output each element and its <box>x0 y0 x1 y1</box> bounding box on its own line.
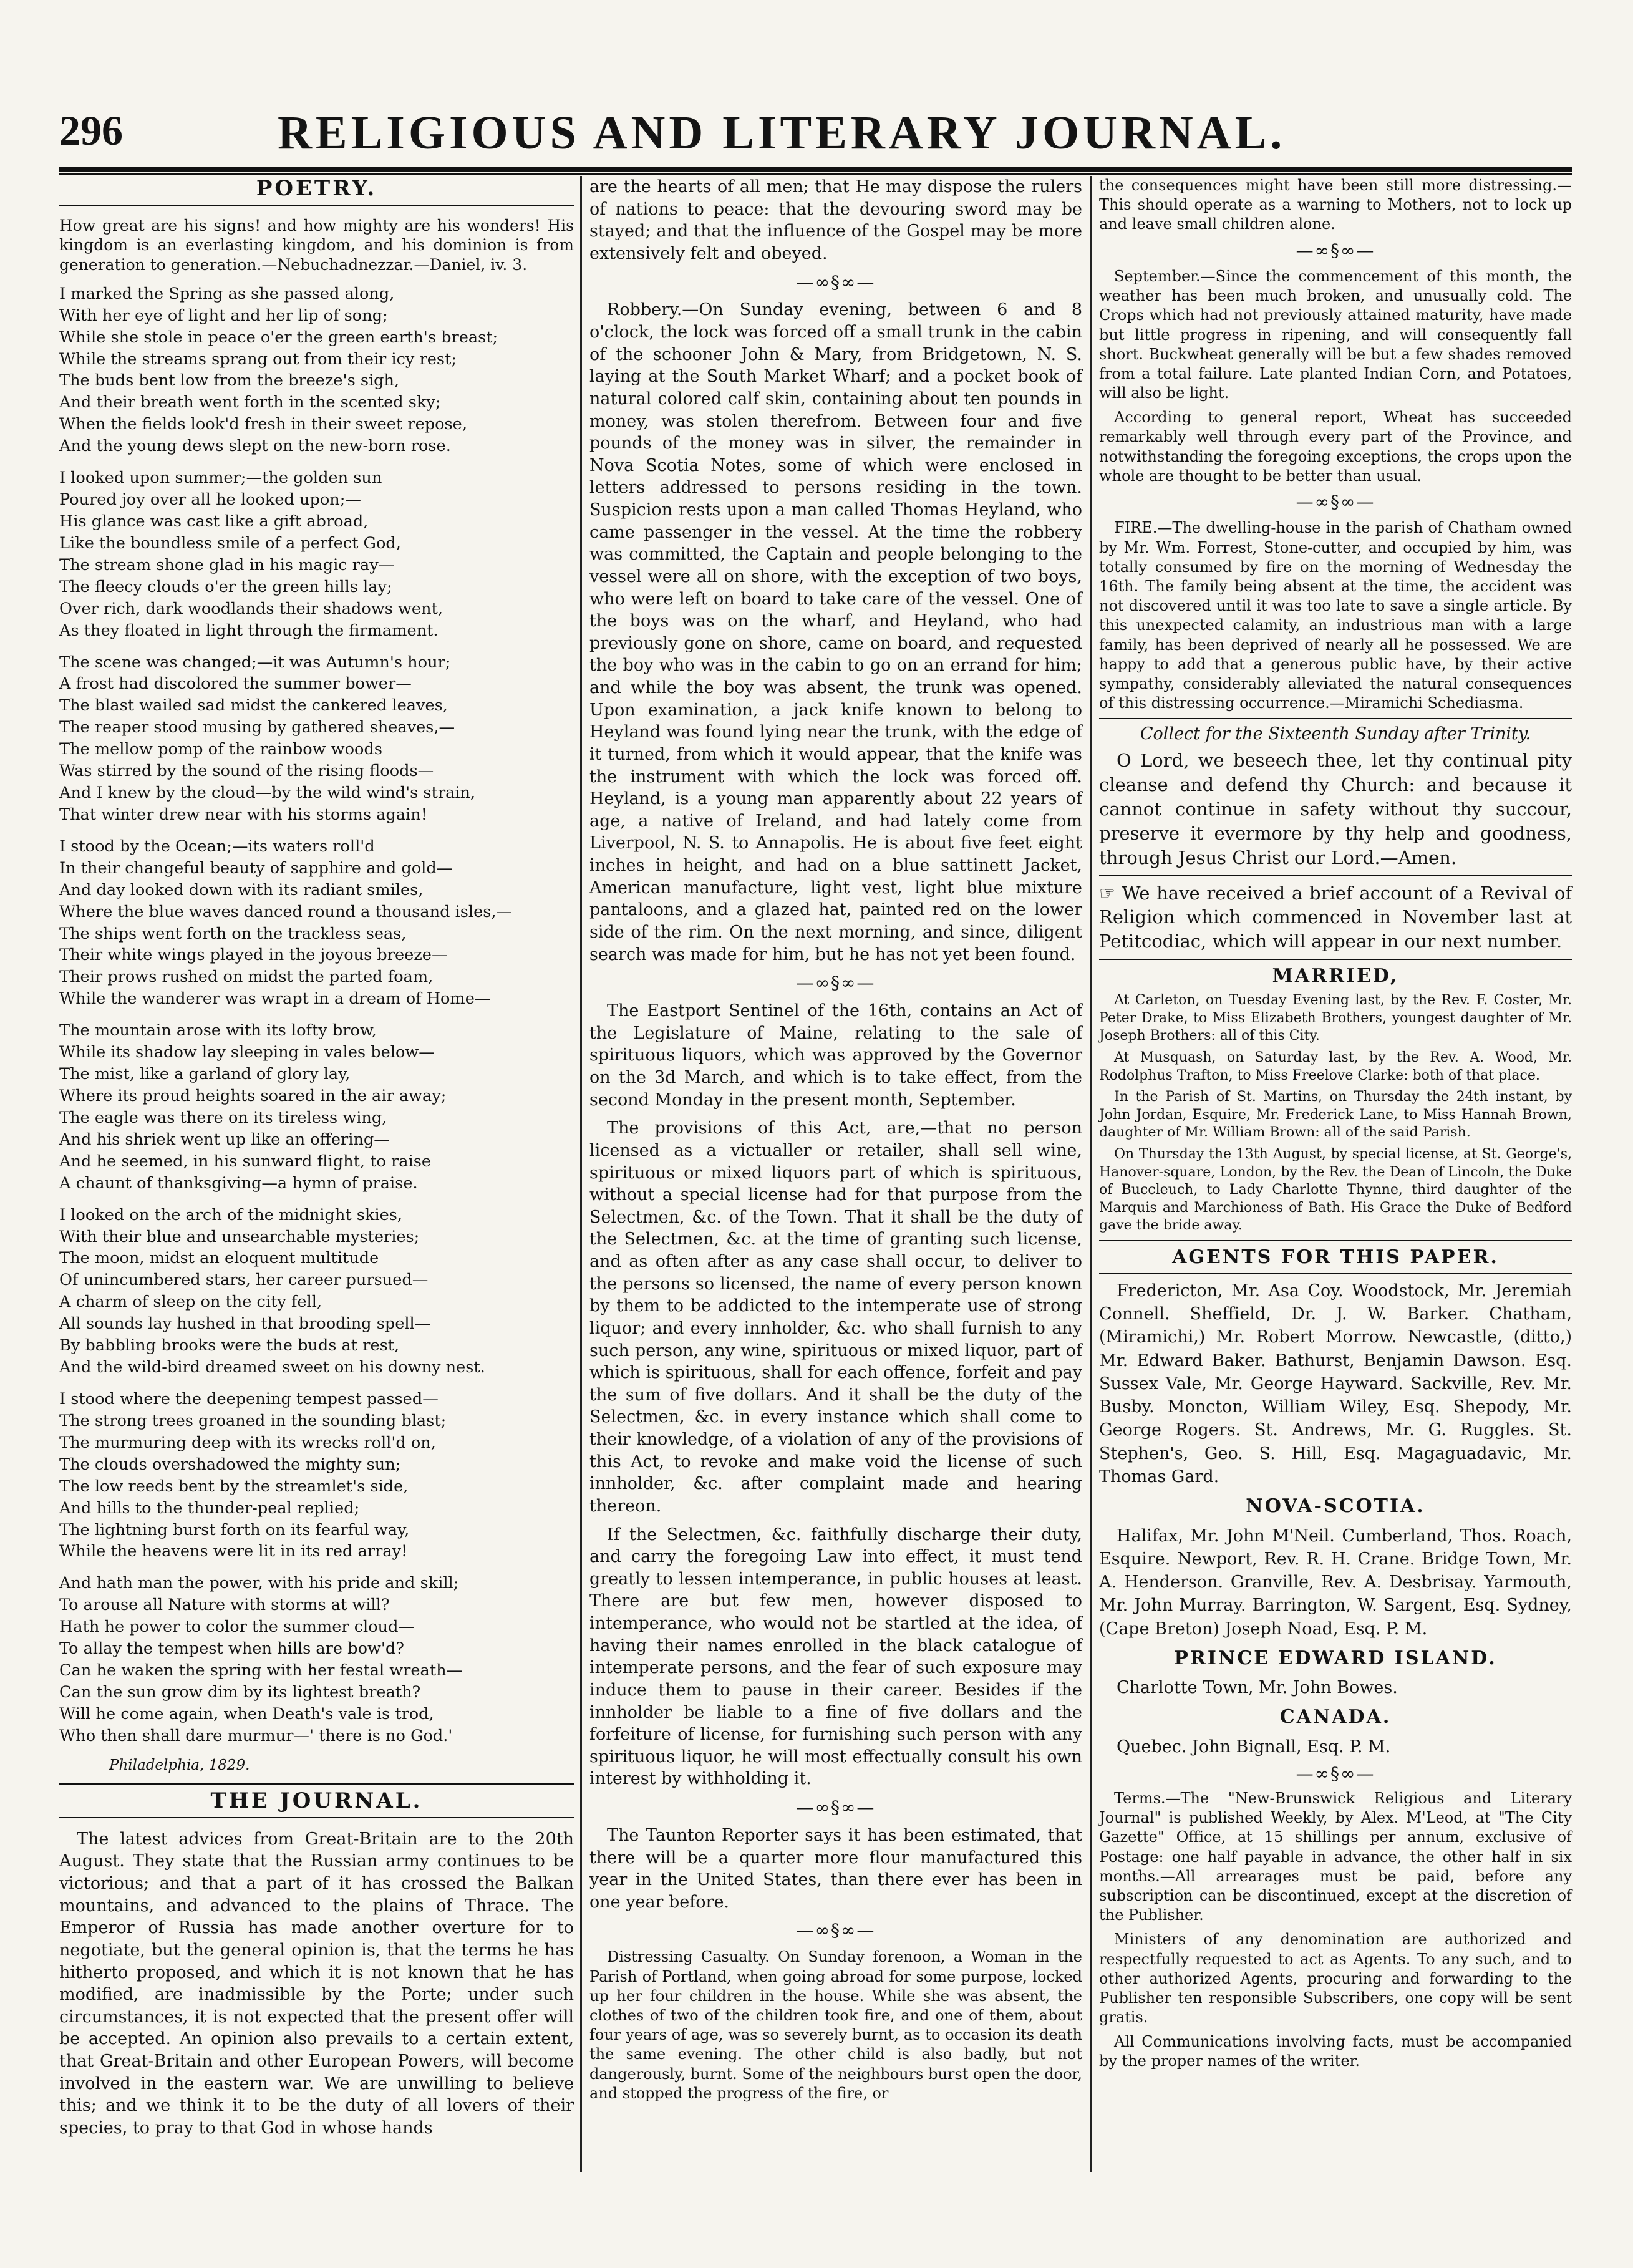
poem-stanza <box>59 283 574 457</box>
poem-line: The blast wailed sad midst the cankered leaves, <box>59 696 448 715</box>
poem-line: Where the blue waves danced round a thousand isles,— <box>59 902 513 921</box>
married-heading: MARRIED, <box>1272 965 1399 987</box>
poem-stanza <box>59 652 574 826</box>
poem-line: The eagle was there on its tireless wing, <box>59 1108 387 1127</box>
poem-line: Poured joy over all he looked upon;— <box>59 490 361 510</box>
continued-paragraph: the consequences might have been still more distressing.—This should operate as a warning to Mothers, not to lock up and leave small children alone. <box>1099 177 1572 233</box>
robbery-article: Robbery.—On Sunday evening, between 6 and 8 o'clock, the lock was forced off a small trunk in the cabin of the schooner John & Mary, from Bridgetown, N. S. laying at the South Market Wharf; and a pocket book of natural colored calf skin, containing about ten pounds in money, was stolen therefrom. Between four and five pounds of the money was in silver, the remainder in Nova Scotia Notes, some of which were enclosed in letters addressed to persons residing in the town. Suspicion rests upon a man called Thomas Heyland, who came passenger in the vessel. At the time the robbery was committed, the Captain and people belonging to the vessel were all on shore, with the exception of two boys, who were left on board to take care of the vessel. One of the boys was on the wharf, and Heyland, who had previously gone on shore, came on board, and requested the boy who was in the cabin to go on an errand for him; and while the boy was absent, the trunk was opened. Upon examination, a jack knife known to belong to Heyland was found lying near the trunk, with the edge of it turned, from which it would appear, that the knife was the instrument with which the lock was forced off. Heyland, is a young man apparently about 22 years of age, a native of Ireland, and had lately come from Liverpool, N. S. to Annapolis. He is about five feet eight inches in height, and had on a blue sattinett Jacket, American manufacture, light vest, light blue mixture pantaloons, and a glazed hat, painted red on the lower side of the rim. On the next morning, and since, diligent search was made for him, but he has not yet been found. <box>589 300 1082 964</box>
poem-line: While its shadow lay sleeping in vales below— <box>59 1043 435 1062</box>
poem-line: In their changeful beauty of sapphire and gold— <box>59 858 453 878</box>
poem-line: To arouse all Nature with storms at will? <box>59 1596 390 1615</box>
ornament-divider: —∞§∞— <box>1296 492 1375 513</box>
september-article: September.—Since the commencement of this month, the weather has been much broken, and unusually cold. The Crops which had not previously attained maturity, have made but little progress in ripening, and will consequently fall short. Buckwheat generally will be but a few shades removed from a total failure. Late planted Indian Corn, and Potatoes, will also be light. <box>1099 267 1572 402</box>
poem-line: And the wild-bird dreamed sweet on his downy nest. <box>59 1358 485 1377</box>
communications-notice: All Communications involving facts, must be accompanied by the proper names of the writer. <box>1099 2033 1572 2070</box>
poem-line: The mist, like a garland of glory lay, <box>59 1065 351 1084</box>
poem-line: Their white wings played in the joyous breeze— <box>59 946 448 965</box>
page-number: 296 <box>59 107 123 154</box>
ornament-divider: —∞§∞— <box>1296 240 1375 261</box>
collect-text: O Lord, we beseech thee, let thy continual pity cleanse and defend thy Church: and because it cannot continue in safety without thy succour, preserve it evermore by thy help and goodness, through Jesus Christ our Lord.—Amen. <box>1099 750 1572 868</box>
agents-list <box>1099 1279 1572 1758</box>
terms-notice: Terms.—The "New-Brunswick Religious and Literary Journal" is published Weekly, by Alex. M'Leod, at "The City Gazette" Office, at 15 shillings per annum, exclusive of Postage: one half payable in advance, the other half in six months.—All arrearages must be paid, before any subscription can be discontinued, except at the discretion of the Publisher. <box>1099 1790 1572 1924</box>
poem-line: That winter drew near with his storms again! <box>59 805 428 824</box>
poem-stanza <box>59 1388 574 1563</box>
ornament-divider: —∞§∞— <box>796 1920 876 1941</box>
eastport-article-p1: The Eastport Sentinel of the 16th, contains an Act of the Legislature of Maine, relating to the sale of spirituous liquors, which was approved by the Governor on the 3d March, and which is to take effect, from the second Monday in the present month, September. <box>589 1001 1082 1110</box>
poem-line: Like the boundless smile of a perfect God, <box>59 533 401 553</box>
poem-line: Where its proud heights soared in the air away; <box>59 1087 447 1106</box>
poetry-heading: POETRY. <box>59 176 574 206</box>
journal-text <box>59 1828 574 2140</box>
poem-signature: Philadelphia, 1829. <box>109 1757 250 1773</box>
poem-line: The mellow pomp of the rainbow woods <box>59 740 382 759</box>
married-notice: At Musquash, on Saturday last, by the Rev. A. Wood, Mr. Rodolphus Trafton, to Miss Freelove Clarke: both of that place. <box>1099 1049 1572 1083</box>
pei-heading: PRINCE EDWARD ISLAND. <box>1174 1647 1497 1669</box>
poem-line: All sounds lay hushed in that brooding spell— <box>59 1314 431 1334</box>
poem-line: And the young dews slept on the new-born rose. <box>59 437 451 456</box>
poem-line: The fleecy clouds o'er the green hills lay; <box>59 577 392 596</box>
poem-line: Who then shall dare murmur—' there is no God.' <box>59 1726 453 1745</box>
masthead-rule-thin <box>59 173 1572 175</box>
poem-line: I looked on the arch of the midnight skies, <box>59 1205 403 1224</box>
poem-line: A frost had discolored the summer bower— <box>59 674 412 694</box>
section-rule <box>1099 959 1572 960</box>
ornament-divider: —∞§∞— <box>796 271 876 293</box>
poem-line: And his shriek went up like an offering— <box>59 1130 390 1149</box>
section-rule <box>1099 1273 1572 1274</box>
poem-line: The clouds overshadowed the mighty sun; <box>59 1455 401 1474</box>
agents-new-brunswick: Fredericton, Mr. Asa Coy. Woodstock, Mr. Jeremiah Connell. Sheffield, Dr. J. W. Barker. Chatham, (Miramichi,) Mr. Robert Morrow. Newcastle, (ditto,) Mr. Edward Baker. Bathurst, Benjamin Dawson. Esq. Sussex Vale, Mr. George Hayward. Sackville, Rev. Mr. Busby. Moncton, William Wiley, Esq. Shepody, Mr. George Rogers. St. Andrews, Mr. G. Ruggles. St. Stephen's, Geo. S. Hill, Esq. Magaguadavic, Mr. Thomas Gard. <box>1099 1281 1572 1486</box>
poem-line: With her eye of light and her lip of song; <box>59 306 388 325</box>
ministers-notice: Ministers of any denomination are authorized and respectfully requested to act as Agents. To any such, and to other authorized Agents, procuring and forwarding to the Publisher ten responsible Subscribers, one copy will be sent gratis. <box>1099 1931 1572 2027</box>
journal-title: RELIGIOUS AND LITERARY JOURNAL. <box>278 107 1286 159</box>
poem-line: The strong trees groaned in the sounding blast; <box>59 1411 447 1430</box>
poem-stanza <box>59 1573 574 1747</box>
revival-notice: ☞ We have received a brief account of a Revival of Religion which commenced in November last at Petitcodiac, which will appear in our next number. <box>1099 882 1572 952</box>
poem-epigraph: How great are his signs! and how mighty are his wonders! His kingdom is an everlasting kingdom, and his dominion is from generation to generation.—Nebuchadnezzar.—Daniel, iv. 3. <box>59 216 574 274</box>
poem-stanza <box>59 467 574 641</box>
poem-line: A charm of sleep on the city fell, <box>59 1292 322 1312</box>
poem-line: Their prows rushed on midst the parted foam, <box>59 967 434 987</box>
section-rule <box>1099 1240 1572 1241</box>
agents-pei: Charlotte Town, Mr. John Bowes. <box>1117 1678 1398 1698</box>
column-divider-1 <box>580 176 582 2172</box>
poem-line: I stood where the deepening tempest passed— <box>59 1390 439 1408</box>
canada-heading: CANADA. <box>1279 1706 1392 1728</box>
poem-stanza <box>59 836 574 1010</box>
poem-line: Can he waken the spring with her festal wreath— <box>59 1661 463 1680</box>
poem-line: While she stole in peace o'er the green earth's breast; <box>59 327 498 347</box>
poem-line: The scene was changed;—it was Autumn's hour; <box>59 652 451 672</box>
agents-canada: Quebec. John Bignall, Esq. P. M. <box>1117 1737 1391 1757</box>
poem-line: And I knew by the cloud—by the wild wind's strain, <box>59 783 476 803</box>
taunton-article: The Taunton Reporter says it has been estimated, that there will be a quarter more flour manufactured this year in the United States, than there ever has been in one year before. <box>589 1825 1082 1912</box>
poem-line: The ships went forth on the trackless seas, <box>59 924 407 943</box>
journal-heading: THE JOURNAL. <box>59 1783 574 1818</box>
nova-scotia-heading: NOVA-SCOTIA. <box>1246 1495 1425 1518</box>
section-rule <box>1099 875 1572 876</box>
column-3 <box>1099 176 1572 2077</box>
poem-stanza <box>59 1020 574 1194</box>
ornament-divider: —∞§∞— <box>1296 1763 1375 1785</box>
poem-line: I looked upon summer;—the golden sun <box>59 468 382 488</box>
poem-line: And hills to the thunder-peal replied; <box>59 1498 360 1518</box>
poem-line: To allay the tempest when hills are bow'd? <box>59 1639 405 1659</box>
poem-line: The moon, midst an eloquent multitude <box>59 1249 379 1268</box>
poem-line: When the fields look'd fresh in their sweet repose, <box>59 415 467 434</box>
column-1 <box>59 176 574 2146</box>
poem-line: And their breath went forth in the scented sky; <box>59 393 441 412</box>
poem-line: I marked the Spring as she passed along, <box>59 284 395 303</box>
poem-line: The buds bent low from the breeze's sigh, <box>59 371 400 390</box>
poem-line: The mountain arose with its lofty brow, <box>59 1021 377 1040</box>
married-notice: On Thursday the 13th August, by special license, at St. George's, Hanover-square, London, by the Rev. the Dean of Lincoln, the Duke of Buccleuch, to Lady Charlotte Thynne, third daughter of the Marquis and Marchioness of Bath. His Grace the Duke of Bedford gave the bride away. <box>1099 1146 1572 1234</box>
married-notices <box>1099 992 1572 1235</box>
poem-line: The lightning burst forth on its fearful way, <box>59 1520 410 1539</box>
collect-title: Collect for the Sixteenth Sunday after Trinity. <box>1140 724 1531 744</box>
poem-line: While the streams sprang out from their icy rest; <box>59 349 457 369</box>
married-notice: In the Parish of St. Martins, on Thursday the 24th instant, by John Jordan, Esquire, Mr. Frederick Lane, to Miss Hannah Brown, daughter of Mr. William Brown: all of the said Parish. <box>1099 1089 1572 1141</box>
poem-line: And day looked down with its radiant smiles, <box>59 880 424 899</box>
column-2 <box>589 176 1082 2110</box>
poem-line: And he seemed, in his sunward flight, to raise <box>59 1151 431 1171</box>
agents-nova-scotia: Halifax, Mr. John M'Neil. Cumberland, Thos. Roach, Esquire. Newport, Rev. R. H. Crane. Bridge Town, Mr. A. Henderson. Granville, Rev. A. Desbrisay. Yarmouth, Mr. John Murray. Barrington, W. Sargent, Esq. Sydney, (Cape Breton) Joseph Noad, Esq. P. M. <box>1099 1526 1572 1639</box>
poem-line: Hath he power to color the summer cloud— <box>59 1617 415 1637</box>
poem-body <box>59 283 574 1747</box>
poem-stanza <box>59 1204 574 1379</box>
eastport-article-p2: The provisions of this Act, are,—that no person licensed as a victualler or retailer, shall sell wine, spirituous or mixed liquors part of which is spirituous, without a special license had for that purpose from the Selectmen, &c. of the Town. That it shall be the duty of the Selectmen, &c. at the time of granting such license, and as often after as any case shall occur, to deliver to the persons so licensed, the name of every person known by them to be addicted to the intemperate use of strong liquor; and every innholder, &c. who shall furnish to any such person, any wine, spirituous or mixed liquor, part of which is spirituous, shall for each offence, forfeit and pay the sum of five dollars. And it shall be the duty of the Selectmen, &c. in every instance which shall come to their knowledge, of a violation of any of the provisions of this Act, to revoke and make void the license of such innholder, &c. after complaint made and hearing thereon. <box>589 1118 1082 1516</box>
poem-line: As they floated in light through the firmament. <box>59 621 439 640</box>
masthead <box>59 106 1572 168</box>
poem-line: Can the sun grow dim by its lightest breath? <box>59 1682 421 1702</box>
married-notice: At Carleton, on Tuesday Evening last, by the Rev. F. Coster, Mr. Peter Drake, to Miss Elizabeth Brothers, youngest daughter of Mr. Joseph Brothers: all of this City. <box>1099 992 1572 1044</box>
poem-line: Of unincumbered stars, her career pursued— <box>59 1271 429 1290</box>
poem-line: His glance was cast like a gift abroad, <box>59 511 369 531</box>
continued-paragraph: are the hearts of all men; that He may dispose the rulers of nations to peace: that the devouring sword may be stayed; and that the influence of the Gospel may be more extensively felt and obeyed. <box>589 177 1082 263</box>
wheat-article: According to general report, Wheat has succeeded remarkably well through every part of the Province, and notwithstanding the foregoing exceptions, the crops upon the whole are thought to be better than usual. <box>1099 409 1572 485</box>
poem-line: I stood by the Ocean;—its waters roll'd <box>59 836 375 856</box>
casualty-article: Distressing Casualty. On Sunday forenoon, a Woman in the Parish of Portland, when going abroad for some purpose, locked up her four children in the house. While she was absent, the clothes of two of the children took fire, and one of them, about four years of age, was so severely burnt, as to occasion its death the same evening. The other child is also badly, but not dangerously, burnt. Some of the neighbours burst open the door, and stopped the progress of the fire, or <box>589 1948 1082 2102</box>
ornament-divider: —∞§∞— <box>796 1797 876 1818</box>
poem-line: And hath man the power, with his pride and skill; <box>59 1574 459 1593</box>
poem-line: Will he come again, when Death's vale is trod, <box>59 1704 434 1723</box>
poem-line: The reaper stood musing by gathered sheaves,— <box>59 718 455 737</box>
poem-line: Was stirred by the sound of the rising floods— <box>59 762 434 781</box>
journal-paragraph: The latest advices from Great-Britain are to the 20th August. They state that the Russian army continues to be victorious; and that a part of it has crossed the Balkan mountains, and advanced to the plains of Thrace. The Emperor of Russia has made another overture for to negotiate, but the general opinion is, that the terms he has hitherto proposed, and which it is not known that he has modified, are inadmissible by the Porte; under such circumstances, it is not expected that the present offer will be accepted. An opinion also prevails to a certain extent, that Great-Britain and other European Powers, will become involved in the eastern war. We are unwilling to believe this; and we think it to be the duty of all lovers of their species, to pray to that God in whose hands <box>59 1829 574 2138</box>
eastport-article-p3: If the Selectmen, &c. faithfully discharge their duty, and carry the foregoing Law into effect, it must tend greatly to lessen intemperance, in public houses at least. There are but few men, however disposed to intemperance, who would not be startled at the idea, of having their names enrolled in the black catalogue of intemperate persons, and the fear of such exposure may induce them to pause in their career. Besides if the innholder be liable to a fine of five dollars and the forfeiture of license, for furnishing such person with any spirituous liquor, he will most effectually consult his own interest by withholding it. <box>589 1524 1082 1789</box>
poem-line: While the heavens were lit in its red array! <box>59 1542 408 1561</box>
agents-heading: AGENTS FOR THIS PAPER. <box>1172 1246 1499 1268</box>
poem-line: With their blue and unsearchable mysteries; <box>59 1227 420 1246</box>
poem-line: While the wanderer was wrapt in a dream of Home— <box>59 989 491 1009</box>
ornament-divider: —∞§∞— <box>796 972 876 994</box>
poem-line: The murmuring deep with its wrecks roll'd on, <box>59 1433 436 1452</box>
poem-line: The low reeds bent by the streamlet's side, <box>59 1476 409 1496</box>
fire-article: FIRE.—The dwelling-house in the parish of Chatham owned by Mr. Wm. Forrest, Stone-cutter, and occupied by him, was totally consumed by fire on the morning of Wednesday the 16th. The family being absent at the time, the accident was not discovered until it was too late to save a single article. By this unexpected calamity, an industrious man with a large family, has been deprived of nearly all he possessed. We are happy to add that a generous public have, by their active sympathy, considerably alleviated the natural consequences of this distressing occurrence.—Miramichi Schediasma. <box>1099 519 1572 712</box>
section-rule <box>1099 718 1572 719</box>
poem-line: Over rich, dark woodlands their shadows went, <box>59 599 443 618</box>
poem-line: The stream shone glad in his magic ray— <box>59 555 395 574</box>
poem-line: By babbling brooks were the buds at rest, <box>59 1336 400 1355</box>
masthead-rule <box>59 167 1572 172</box>
column-divider-2 <box>1090 176 1092 2172</box>
poem-line: A chaunt of thanksgiving—a hymn of praise. <box>59 1173 418 1193</box>
